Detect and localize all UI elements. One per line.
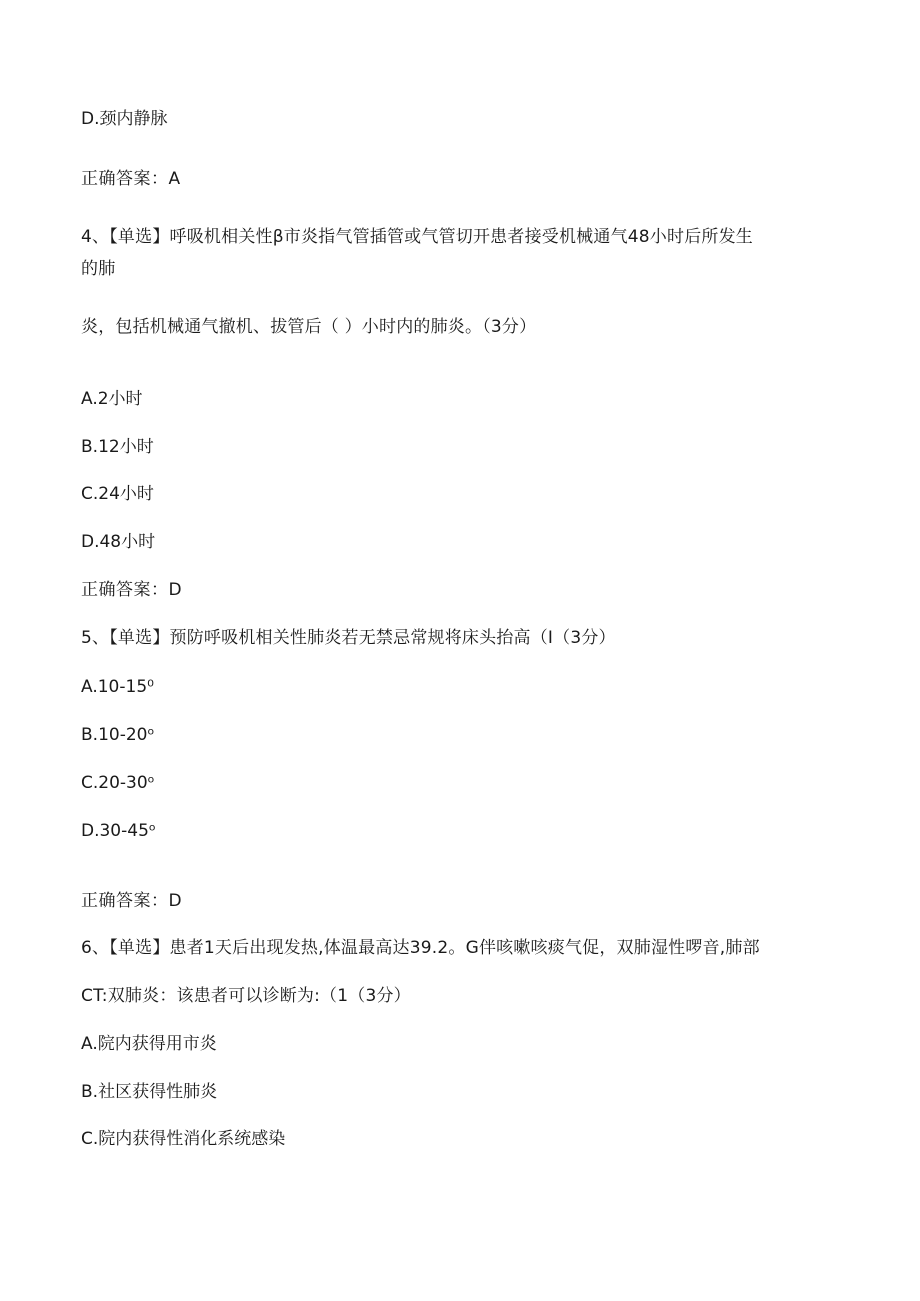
q5-option-d: D.30-45ᵒ — [81, 821, 156, 841]
q5-option-a: A.10-15⁰ — [81, 677, 154, 697]
q6-option-b: B.社区获得性肺炎 — [81, 1082, 218, 1102]
q6-stem-line2: CT:双肺炎：该患者可以诊断为:（1（3分） — [81, 986, 411, 1006]
q5-stem: 5、【单选】预防呼吸机相关性肺炎若无禁忌常规将床头抬高（I（3分） — [81, 628, 616, 648]
q5-option-c: C.20-30ᵒ — [81, 773, 155, 793]
q4-option-a: A.2小时 — [81, 389, 143, 409]
q6-option-a: A.院内获得用市炎 — [81, 1034, 217, 1054]
q4-option-c: C.24小时 — [81, 484, 154, 504]
q5-correct-answer: 正确答案：D — [81, 891, 183, 911]
q5-option-b: B.10-20ᵒ — [81, 725, 155, 745]
q6-option-c: C.院内获得性消化系统感染 — [81, 1129, 286, 1149]
q4-option-b: B.12小时 — [81, 437, 154, 457]
q4-stem-line3: 炎，包括机械通气撤机、拔管后（ ）小时内的肺炎。（3分） — [81, 317, 537, 337]
prev-correct-answer: 正确答案：A — [81, 169, 181, 189]
q4-correct-answer: 正确答案：D — [81, 580, 183, 600]
q4-option-d: D.48小时 — [81, 532, 156, 552]
prev-option-d: D.颈内静脉 — [81, 109, 168, 129]
q6-stem-line1: 6、【单选】患者1天后出现发热,体温最高达39.2。G伴咳嗽咳痰气促，双肺湿性啰音,肺部 — [81, 938, 760, 958]
q4-stem-line1: 4、【单选】呼吸机相关性β市炎指气管插管或气管切开患者接受机械通气48小时后所发生 — [81, 227, 753, 247]
q4-stem-line2: 的肺 — [81, 259, 116, 279]
